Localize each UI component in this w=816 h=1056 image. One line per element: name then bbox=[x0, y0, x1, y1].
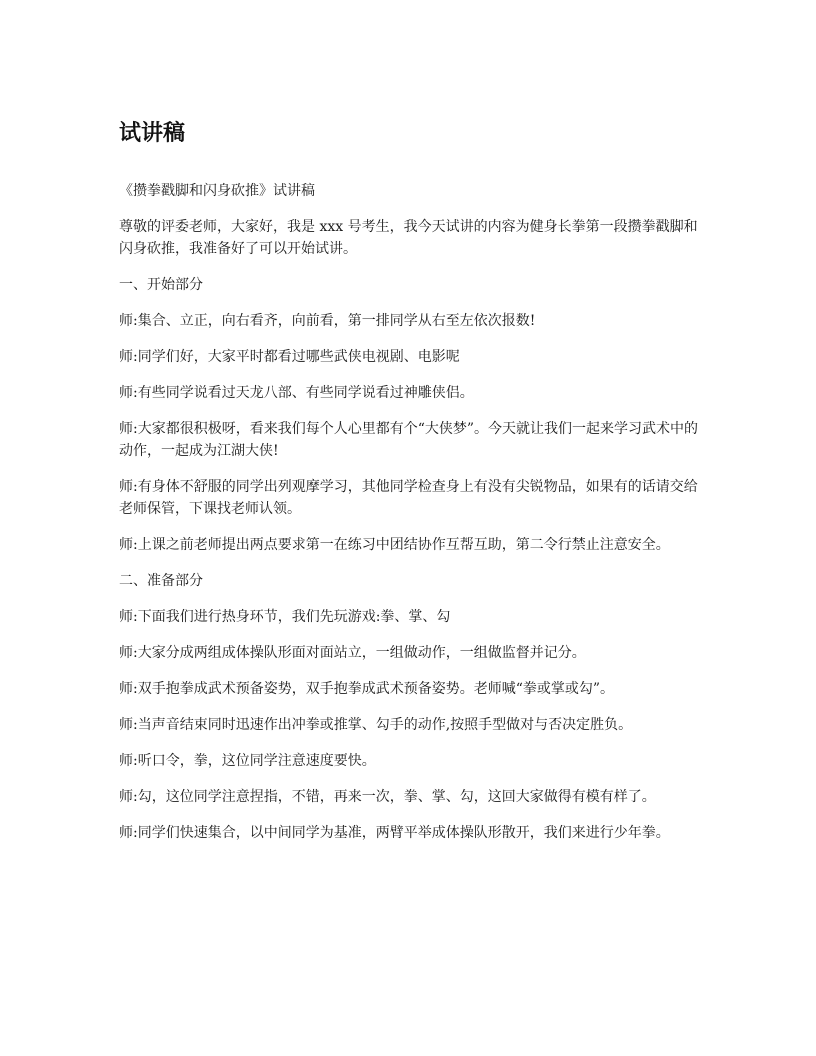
paragraph: 师:勾，这位同学注意捏指，不错，再来一次，拳、掌、勾，这回大家做得有模有样了。 bbox=[119, 789, 656, 805]
paragraph: 师:下面我们进行热身环节，我们先玩游戏:拳、掌、勾 bbox=[119, 609, 451, 625]
paragraph: 师:当声音结束同时迅速作出冲拳或推掌、勾手的动作,按照手型做对与否决定胜负。 bbox=[119, 717, 633, 733]
paragraph: 师:有身体不舒服的同学出列观摩学习，其他同学检查身上有没有尖锐物品，如果有的话请交给老师保管，下课找老师认领。 bbox=[119, 479, 698, 517]
paragraph: 师:同学们快速集合，以中间同学为基准，两臂平举成体操队形散开，我们来进行少年拳。 bbox=[119, 825, 670, 841]
paragraph: 师:同学们好，大家平时都看过哪些武侠电视剧、电影呢 bbox=[119, 349, 460, 365]
document-page bbox=[119, 118, 699, 858]
paragraph: 师:双手抱拳成武术预备姿势，双手抱拳成武术预备姿势。老师喊“拳或掌或勾”。 bbox=[119, 681, 615, 697]
section-heading-prep: 二、准备部分 bbox=[119, 573, 203, 589]
lesson-subtitle: 《攒拳戳脚和闪身砍推》试讲稿 bbox=[119, 183, 315, 199]
document-title: 试讲稿 bbox=[119, 121, 186, 146]
paragraph: 师:大家都很积极呀，看来我们每个人心里都有个“大侠梦”。今天就让我们一起来学习武术中的动作，一起成为江湖大侠! bbox=[119, 421, 699, 459]
paragraph: 师:有些同学说看过天龙八部、有些同学说看过神雕侠侣。 bbox=[119, 385, 474, 401]
paragraph: 师:听口令，拳，这位同学注意速度要快。 bbox=[119, 753, 376, 769]
greeting-paragraph: 尊敬的评委老师，大家好，我是 xxx 号考生，我今天试讲的内容为健身长拳第一段攒拳戳脚和闪身砍推，我准备好了可以开始试讲。 bbox=[119, 219, 698, 257]
paragraph: 师:大家分成两组成体操队形面对面站立，一组做动作，一组做监督并记分。 bbox=[119, 645, 586, 661]
section-heading-start: 一、开始部分 bbox=[119, 277, 203, 293]
paragraph: 师:上课之前老师提出两点要求第一在练习中团结协作互帮互助，第二令行禁止注意安全。 bbox=[119, 537, 670, 553]
paragraph: 师:集合、立正，向右看齐，向前看，第一排同学从右至左依次报数! bbox=[119, 313, 536, 329]
